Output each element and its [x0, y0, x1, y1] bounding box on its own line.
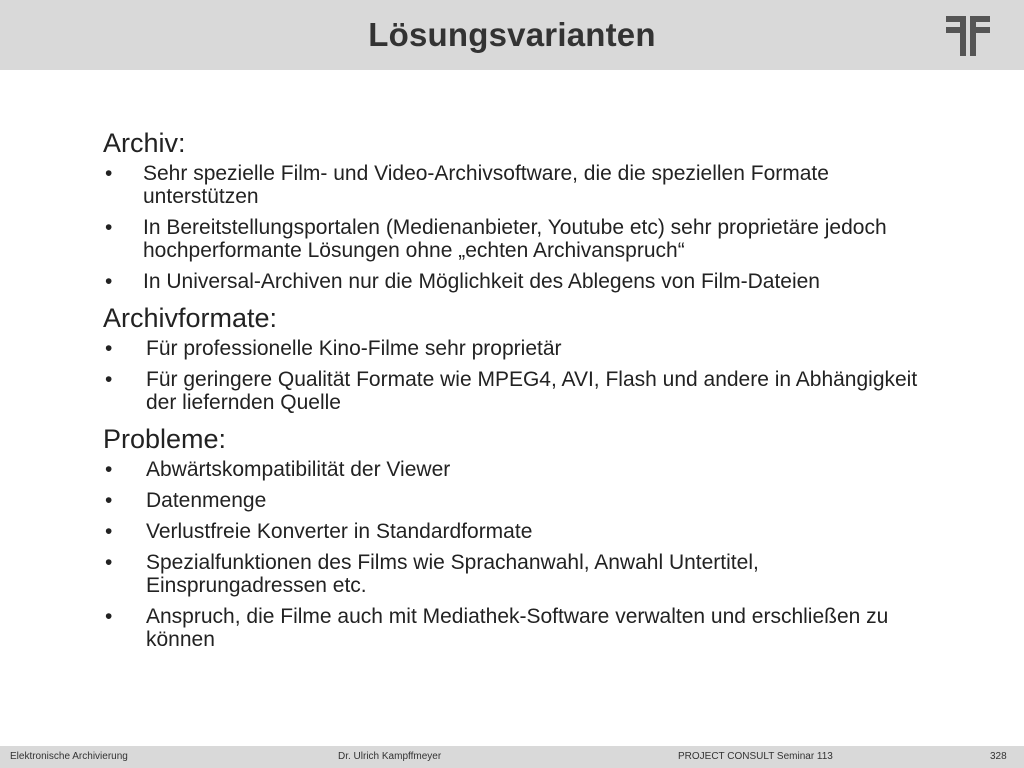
bullet-list	[103, 337, 923, 414]
bullet-symbol: •	[105, 162, 113, 185]
bullet-text: In Universal-Archiven nur die Möglichkeit des Ablegens von Film-Dateien	[143, 270, 820, 293]
bullet-item	[103, 520, 923, 543]
bullet-item	[103, 337, 923, 360]
section-archiv	[103, 126, 923, 293]
bullet-symbol: •	[105, 605, 113, 628]
footer-course-title: Elektronische Archivierung	[10, 751, 128, 762]
slide-footer	[0, 746, 1024, 768]
section-heading: Archivformate:	[103, 303, 278, 333]
bullet-symbol: •	[105, 520, 113, 543]
bullet-text: In Bereitstellungsportalen (Medienanbieter, Youtube etc) sehr proprietäre jedoch hochperformante Lösungen ohne „echten Archivanspruch“	[143, 216, 887, 262]
bullet-symbol: •	[105, 458, 113, 481]
bullet-item	[103, 458, 923, 481]
section-heading: Archiv:	[103, 128, 186, 158]
bullet-item	[103, 489, 923, 512]
slide-title: Lösungsvarianten	[368, 16, 656, 53]
section-archivformate	[103, 301, 923, 414]
slide-content	[103, 126, 923, 659]
slide-header	[0, 0, 1024, 70]
bullet-symbol: •	[105, 337, 113, 360]
bullet-item	[103, 551, 923, 597]
bullet-item	[103, 605, 923, 651]
footer-page-number: 328	[990, 751, 1007, 762]
footer-seminar: PROJECT CONSULT Seminar 113	[678, 751, 833, 762]
bullet-text: Abwärtskompatibilität der Viewer	[146, 458, 451, 481]
bullet-text: Für geringere Qualität Formate wie MPEG4, AVI, Flash und andere in Abhängigkeit der liefernden Quelle	[146, 368, 918, 414]
section-heading: Probleme:	[103, 424, 227, 454]
footer-author: Dr. Ulrich Kampffmeyer	[338, 751, 442, 762]
bullet-list	[103, 162, 923, 293]
bullet-symbol: •	[105, 551, 113, 574]
bullet-item	[103, 216, 923, 262]
bullet-text: Verlustfreie Konverter in Standardformate	[146, 520, 533, 543]
bullet-text: Anspruch, die Filme auch mit Mediathek-Software verwalten und erschließen zu können	[146, 605, 889, 651]
bullet-text: Sehr spezielle Film- und Video-Archivsoftware, die die speziellen Formate unterstützen	[143, 162, 829, 208]
project-consult-logo-icon	[940, 14, 996, 58]
bullet-item	[103, 368, 923, 414]
bullet-text: Datenmenge	[146, 489, 267, 512]
bullet-symbol: •	[105, 270, 113, 293]
bullet-item	[103, 162, 923, 208]
bullet-item	[103, 270, 923, 293]
bullet-symbol: •	[105, 368, 113, 391]
bullet-symbol: •	[105, 489, 113, 512]
bullet-symbol: •	[105, 216, 113, 239]
bullet-text: Für professionelle Kino-Filme sehr proprietär	[146, 337, 562, 360]
bullet-list	[103, 458, 923, 651]
section-probleme	[103, 422, 923, 651]
bullet-text: Spezialfunktionen des Films wie Sprachanwahl, Anwahl Untertitel, Einsprungadressen etc.	[146, 551, 759, 597]
